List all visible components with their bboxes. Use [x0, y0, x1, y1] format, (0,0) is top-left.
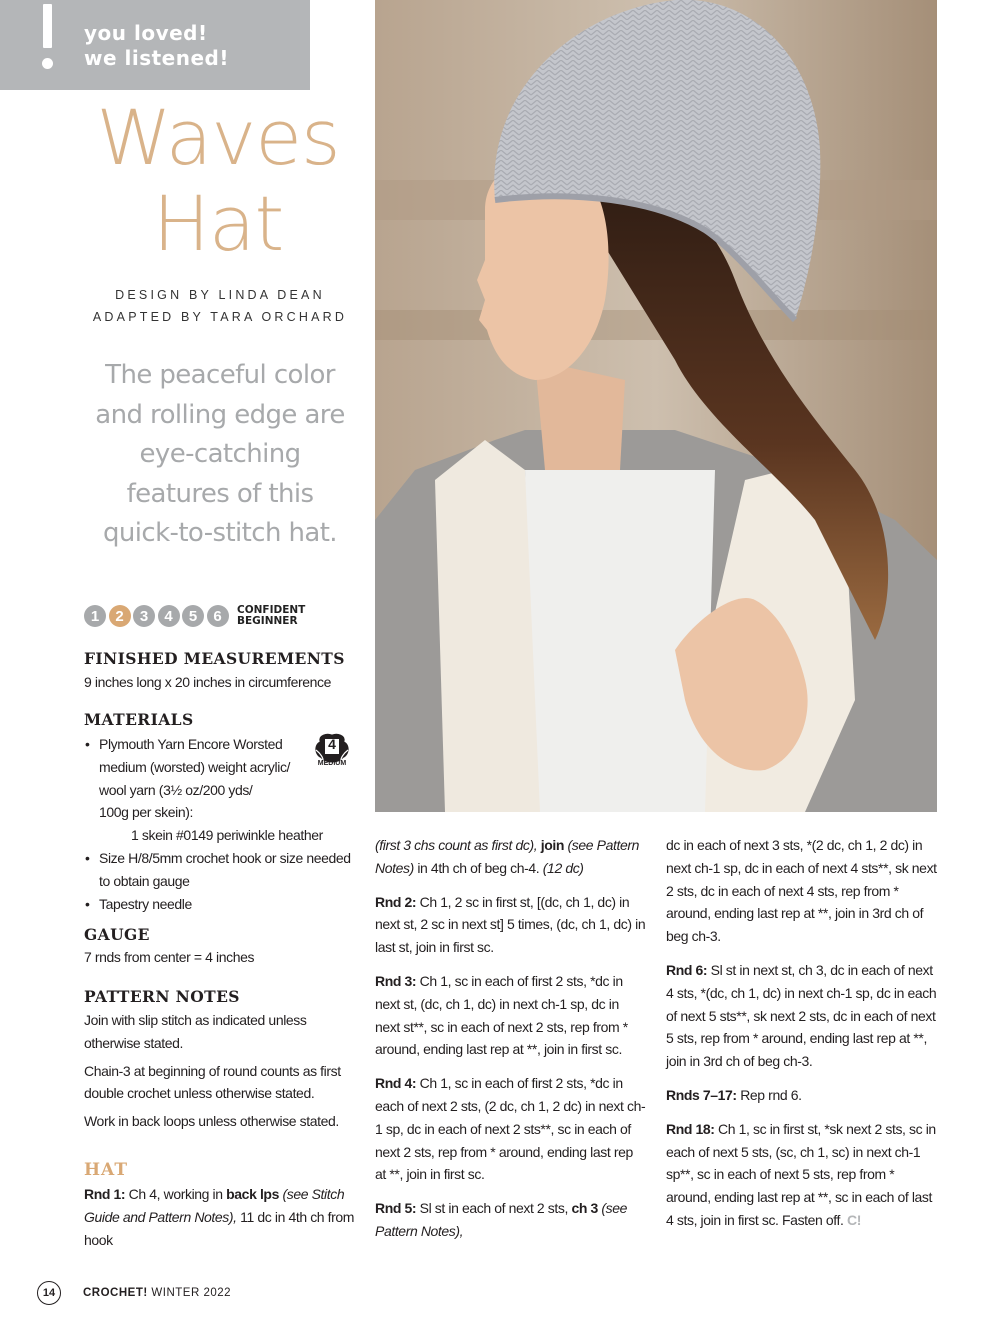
note-text: otherwise stated. — [84, 1034, 184, 1051]
rnd-text: Ch 1, 2 sc in first st, [(dc, ch 1, dc) in next st, 2 sc in next st] 5 times, (dc, ch 1, dc) in last st, join in first sc. — [375, 893, 646, 956]
note-text: double crochet unless otherwise stated. — [84, 1085, 315, 1102]
materials-item-text: Plymouth Yarn Encore Worsted — [99, 736, 283, 752]
finished-measurements-text: 9 inches long x 20 inches in circumference — [84, 674, 332, 690]
rnd-label: Rnd 2: — [375, 893, 417, 910]
rnd-label: Rnd 3: — [375, 972, 417, 989]
banner-line-2: we listened! — [84, 46, 229, 70]
rnd-text: Rep rnd 6. — [740, 1086, 802, 1103]
materials-subitem-text: 1 skein #0149 periwinkle heather — [131, 827, 323, 844]
end-mark-icon: C! — [847, 1211, 862, 1228]
skill-level-4: 4 — [158, 605, 180, 627]
rnd-1-start — [84, 1183, 356, 1262]
title-line-1: Waves — [96, 93, 340, 182]
gauge-text: 7 rnds from center = 4 inches — [84, 949, 255, 965]
yarn-weight-label: MEDIUM — [317, 760, 347, 767]
instructions-column-2 — [375, 834, 647, 1254]
rnd-text: dc in each of next 3 sts, *(2 dc, ch 1, 2 dc) in next ch-1 sp, dc in each of next 4 sts**, sk next 2 sts, dc in each of next 4 sts, rep from * around, ending last rep at **, join in 3rd ch of beg ch-3. — [666, 837, 937, 945]
skill-level — [84, 604, 305, 628]
rnd-label: Rnd 1: — [84, 1186, 126, 1202]
rnd-label: Rnd 5: — [375, 1200, 417, 1217]
rnd-text: Sl st in next st, ch 3, dc in each of next 4 sts, *(dc, ch 1, dc) in next ch-1 sp, dc in each of next 5 sts**, sk next 2 sts, dc in each of next 5 sts, rep from * around, ending last rep at **, join in 3rd ch of beg ch-3. — [666, 961, 937, 1070]
materials-item-text: to obtain gauge — [99, 872, 190, 889]
rnd-stitch-count: (12 dc) — [542, 859, 584, 876]
rnd-label: Rnd 6: — [666, 961, 708, 978]
page-number: 14 — [37, 1281, 61, 1305]
model-photo — [375, 0, 937, 812]
page-footer — [37, 1281, 231, 1305]
list-item: • Tapestry needle — [85, 895, 192, 912]
rnd-text-bold: join — [540, 837, 565, 853]
adapted-byline: ADAPTED BY TARA ORCHARD — [92, 310, 348, 324]
materials-item-text: 100g per skein): — [99, 804, 193, 821]
note-text: Chain-3 at beginning of round counts as first — [84, 1062, 341, 1079]
header-banner — [0, 0, 310, 90]
instructions-column-3 — [666, 834, 938, 1243]
materials-item-text: Size H/8/5mm crochet hook or size needed — [99, 849, 351, 866]
rnd-label: Rnds 7–17: — [666, 1086, 737, 1103]
tagline — [84, 356, 356, 554]
rnd-text-italic: (first 3 chs count as first dc), — [375, 837, 538, 853]
rnd-text-bold: ch 3 — [571, 1200, 598, 1217]
rnd-text-italic: (see Pattern Notes) — [375, 837, 640, 876]
issue-name: WINTER 2022 — [151, 1287, 232, 1299]
hat-heading: HAT — [84, 1160, 128, 1180]
tagline-line: quick-to-stitch hat. — [103, 518, 337, 548]
rnd-text: 11 dc in 4th ch from hook — [84, 1208, 355, 1248]
skill-level-2-selected: 2 — [109, 605, 131, 627]
design-byline: DESIGN BY LINDA DEAN — [115, 288, 325, 302]
tagline-line: and rolling edge are — [95, 399, 345, 430]
title-line-2: Hat — [152, 179, 284, 268]
rnd-text-bold: back lps — [226, 1186, 279, 1202]
materials-item-text: wool yarn (3½ oz/200 yds/ — [99, 781, 253, 798]
rnd-label: Rnd 18: — [666, 1120, 715, 1137]
rnd-text: Ch 1, sc in each of first 2 sts, *dc in next st, (dc, ch 1, dc) in next ch-1 sp, dc in next st**, sc in each of next 2 sts, rep from * around, ending last rep at **, join in first sc. — [375, 972, 628, 1058]
banner-line-1: you loved! — [84, 21, 208, 45]
rnd-text: Ch 4, working in — [128, 1186, 223, 1202]
skill-label-line-2: BEGINNER — [237, 615, 298, 627]
rnd-text-italic: (see Stitch Guide and Pattern Notes), — [84, 1186, 345, 1225]
materials-heading: MATERIALS — [84, 710, 194, 729]
list-item: • Size H/8/5mm crochet hook or size needed to obtain gauge — [85, 849, 351, 889]
finished-measurements-heading: FINISHED MEASUREMENTS — [84, 649, 345, 668]
note-text: Work in back loops unless otherwise stated. — [84, 1113, 339, 1130]
skill-level-1: 1 — [84, 605, 106, 627]
magazine-name: CROCHET! — [83, 1287, 148, 1299]
rnd-label: Rnd 4: — [375, 1075, 417, 1092]
skill-label-line-1: CONFIDENT — [237, 604, 306, 616]
rnd-text: Ch 1, sc in first st, *sk next 2 sts, sc in each of next 5 sts, (sc, ch 1, sc) in next ch-1 sp**, sc in each of next 5 sts, rep from * around, ending last rep at **, sc in each of last 4 sts, join in first sc. Fasten off. — [666, 1120, 936, 1228]
exclamation-icon — [38, 4, 58, 84]
materials-item-text: medium (worsted) weight acrylic/ — [99, 758, 291, 775]
skill-level-3: 3 — [133, 605, 155, 627]
materials-list — [84, 733, 364, 915]
skill-level-6: 6 — [207, 605, 229, 627]
rnd-text: Sl st in each of next 2 sts, — [419, 1200, 568, 1217]
rnd-text: Ch 1, sc in each of first 2 sts, *dc in each of next 2 sts, (2 dc, ch 1, 2 dc) in next ch-1 sp, dc in each of next 2 sts**, sc in each of next 2 sts, rep from * around, ending last rep at **, join in first sc. — [375, 1075, 646, 1183]
list-item: • Plymouth Yarn Encore Worsted medium (worsted) weight acrylic/ wool yarn (3½ oz/200 yds/ 100g per skein): 1 skein #0149 periwinkle heather — [84, 733, 364, 847]
note-text: Join with slip stitch as indicated unless — [84, 1012, 307, 1028]
pattern-notes-heading: PATTERN NOTES — [84, 987, 240, 1006]
magazine-issue — [83, 1287, 231, 1299]
tagline-line: The peaceful color — [105, 360, 335, 390]
rnd-text: in 4th ch of beg ch-4. — [417, 859, 540, 876]
skill-level-label — [237, 605, 305, 627]
materials-item-text: Tapestry needle — [99, 895, 192, 912]
tagline-line: features of this — [126, 478, 314, 509]
tagline-line: eye-catching — [139, 439, 301, 469]
skill-level-5: 5 — [182, 605, 204, 627]
gauge-heading: GAUGE — [84, 925, 150, 944]
rnd-text-italic: (see Pattern Notes), — [375, 1200, 628, 1239]
pattern-notes — [84, 1009, 369, 1133]
yarn-weight-number: 4 — [328, 736, 336, 752]
